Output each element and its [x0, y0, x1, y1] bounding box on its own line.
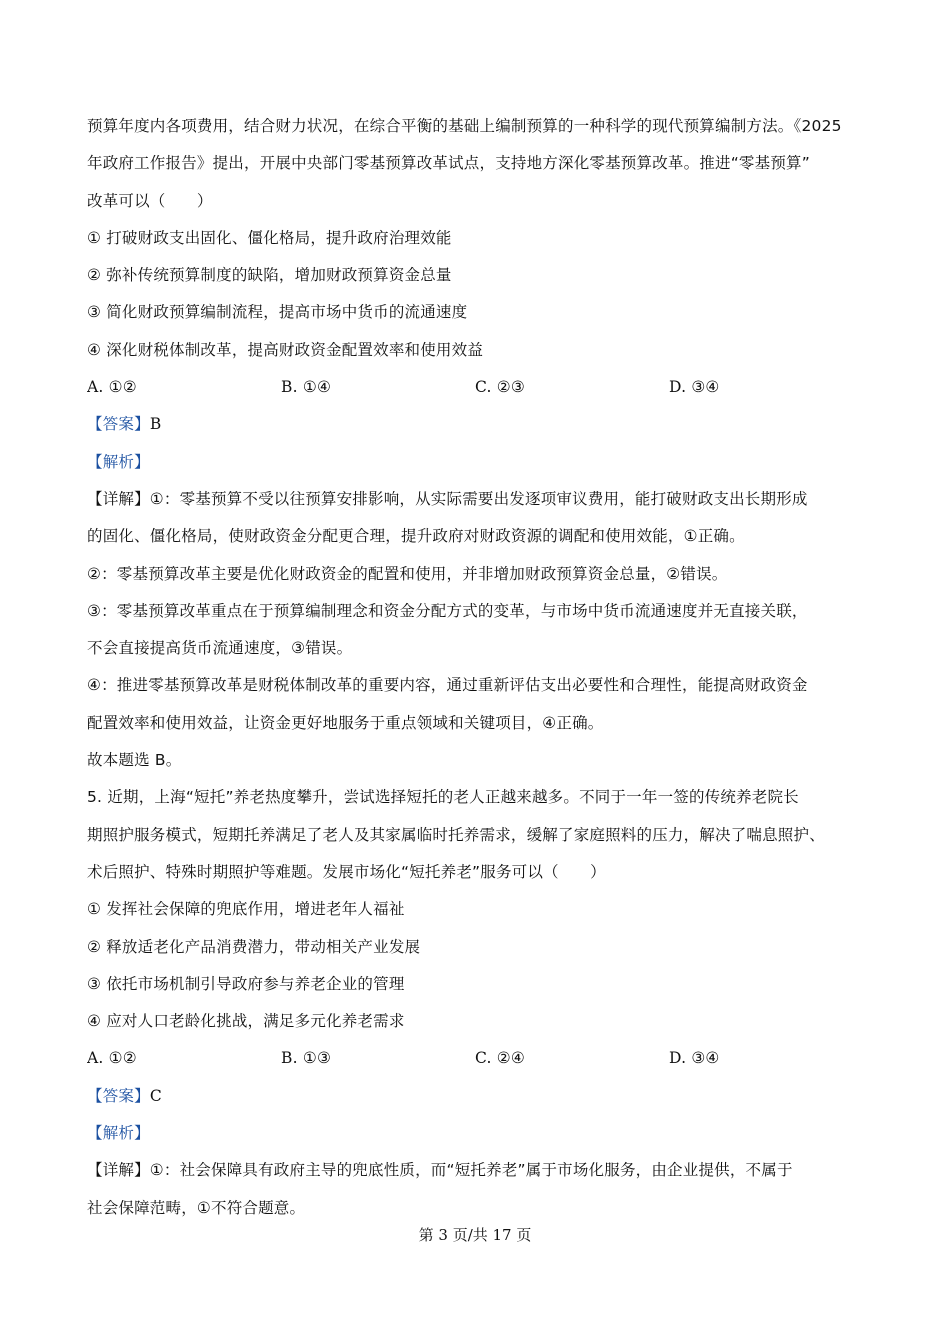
- q5-answer-tag: 【答案】: [87, 1086, 150, 1105]
- q5-option-a: A. ①②: [87, 1049, 137, 1068]
- q5-options: [87, 1040, 877, 1077]
- q5-item-1: ① 发挥社会保障的兜底作用，增进老年人福祉: [87, 900, 405, 919]
- q5-stem-line-1: 5. 近期，上海“短托”养老热度攀升，尝试选择短托的老人正越来越多。不同于一年一签的传统养老院长: [87, 788, 799, 807]
- q4-detail-3: ②：零基预算改革主要是优化财政资金的配置和使用，并非增加财政预算资金总量，②错误。: [87, 564, 728, 583]
- q5-stem-line-2: 期照护服务模式，短期托养满足了老人及其家属临时托养需求，缓解了家庭照料的压力，解决了喘息照护、: [87, 825, 825, 844]
- q5-item-2: ② 释放适老化产品消费潜力，带动相关产业发展: [87, 937, 421, 956]
- q4-detail-5: 不会直接提高货币流通速度，③错误。: [87, 639, 353, 658]
- page-number-footer: 第 3 页/共 17 页: [418, 1226, 532, 1244]
- q5-item-3: ③ 依托市场机制引导政府参与养老企业的管理: [87, 974, 405, 993]
- q4-answer-tag: 【答案】: [87, 415, 150, 434]
- q5-detail-1: 【详解】①：社会保障具有政府主导的兜底性质，而“短托养老”属于市场化服务，由企业提供，不属于: [87, 1161, 793, 1180]
- q4-option-d: D. ③④: [669, 378, 720, 397]
- q4-option-c: C. ②③: [475, 378, 525, 397]
- q5-option-d: D. ③④: [669, 1049, 720, 1068]
- q4-item-2: ② 弥补传统预算制度的缺陷，增加财政预算资金总量: [87, 266, 452, 285]
- q4-stem-line-3: 改革可以（ ）: [87, 191, 213, 210]
- q4-answer: [87, 406, 877, 443]
- q4-options: [87, 369, 877, 406]
- q4-detail-7: 配置效率和使用效益，让资金更好地服务于重点领域和关键项目，④正确。: [87, 713, 604, 732]
- q4-answer-value: B: [149, 415, 162, 434]
- q5-stem-line-3: 术后照护、特殊时期照护等难题。发展市场化“短托养老”服务可以（ ）: [87, 862, 606, 881]
- page-content: [87, 108, 877, 1227]
- q4-analysis-tag: 【解析】: [87, 452, 150, 471]
- q4-item-1: ① 打破财政支出固化、僵化格局，提升政府治理效能: [87, 228, 452, 247]
- q5-answer: [87, 1078, 877, 1115]
- q5-option-b: B. ①③: [281, 1049, 332, 1068]
- q4-option-a: A. ①②: [87, 378, 137, 397]
- q4-stem-line-1: 预算年度内各项费用，结合财力状况，在综合平衡的基础上编制预算的一种科学的现代预算编制方法。《2025: [87, 117, 842, 135]
- q4-item-4: ④ 深化财税体制改革，提高财政资金配置效率和使用效益: [87, 340, 484, 359]
- q4-detail-1: 【详解】①：零基预算不受以往预算安排影响，从实际需要出发逐项审议费用，能打破财政支出长期形成: [87, 489, 808, 508]
- q4-detail-2: 的固化、僵化格局，使财政资金分配更合理，提升政府对财政资源的调配和使用效能，①正确。: [87, 527, 745, 546]
- q4-detail-6: ④：推进零基预算改革是财税体制改革的重要内容，通过重新评估支出必要性和合理性，能提高财政资金: [87, 676, 808, 695]
- q4-item-3: ③ 简化财政预算编制流程，提高市场中货币的流通速度: [87, 303, 468, 322]
- q5-answer-value: C: [149, 1086, 162, 1105]
- q5-analysis-tag: 【解析】: [87, 1124, 150, 1143]
- q4-stem-line-2: 年政府工作报告》提出，开展中央部门零基预算改革试点，支持地方深化零基预算改革。推进“零基预算”: [87, 154, 810, 173]
- q4-conclusion: 故本题选 B。: [87, 751, 182, 770]
- q5-detail-2: 社会保障范畴，①不符合题意。: [87, 1198, 306, 1217]
- q5-option-c: C. ②④: [475, 1049, 525, 1068]
- q4-detail-4: ③：零基预算改革重点在于预算编制理念和资金分配方式的变革，与市场中货币流通速度并无直接关联，: [87, 601, 808, 620]
- q5-item-4: ④ 应对人口老龄化挑战，满足多元化养老需求: [87, 1012, 405, 1031]
- q4-option-b: B. ①④: [281, 378, 332, 397]
